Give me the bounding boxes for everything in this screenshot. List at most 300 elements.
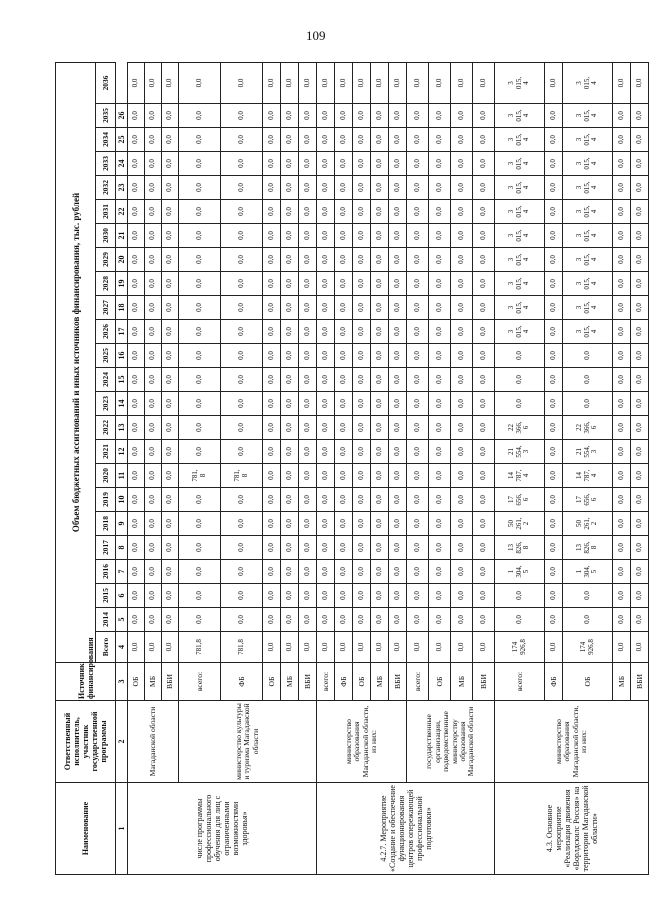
- year-amount-cell: 0,0: [613, 320, 631, 344]
- year-amount-cell: 0,0: [128, 104, 145, 128]
- year-amount-cell: 0,0: [179, 152, 221, 176]
- year-amount-cell: 0,0: [221, 200, 263, 224]
- total-amount-cell: 0,0: [162, 632, 179, 663]
- year-amount-cell: 0,0: [371, 440, 389, 464]
- year-amount-cell: 0,0: [353, 392, 371, 416]
- year-amount-cell: 0,0: [353, 63, 371, 104]
- year-amount-cell: 0,0: [389, 416, 407, 440]
- year-amount-cell: 0,0: [451, 416, 473, 440]
- year-amount-cell: 0,0: [317, 392, 335, 416]
- year-amount-cell: 0,0: [299, 104, 317, 128]
- year-amount-cell: 0,0: [299, 608, 317, 632]
- year-amount-cell: 0,0: [317, 368, 335, 392]
- year-amount-cell: 14 787, 4: [495, 464, 545, 488]
- year-amount-cell: 0,0: [389, 320, 407, 344]
- year-amount-cell: 3 015, 4: [495, 104, 545, 128]
- total-amount-cell: 0,0: [263, 632, 281, 663]
- year-amount-cell: 0,0: [407, 560, 429, 584]
- year-amount-cell: 0,0: [545, 200, 563, 224]
- total-amount-cell: 174 926,8: [563, 632, 613, 663]
- year-amount-cell: 0,0: [389, 392, 407, 416]
- year-amount-cell: 0,0: [281, 584, 299, 608]
- year-amount-cell: 0,0: [371, 536, 389, 560]
- year-amount-cell: 0,0: [473, 392, 495, 416]
- year-amount-cell: 0,0: [128, 392, 145, 416]
- year-amount-cell: 0,0: [281, 63, 299, 104]
- total-amount-cell: 0,0: [545, 632, 563, 663]
- year-amount-cell: 0,0: [179, 248, 221, 272]
- year-amount-cell: 0,0: [299, 536, 317, 560]
- year-amount-cell: 0,0: [631, 416, 649, 440]
- year-amount-cell: 0,0: [371, 152, 389, 176]
- year-amount-cell: 0,0: [353, 488, 371, 512]
- year-amount-cell: 0,0: [179, 272, 221, 296]
- year-amount-cell: 0,0: [145, 63, 162, 104]
- year-amount-cell: 0,0: [451, 200, 473, 224]
- year-amount-cell: 0,0: [545, 440, 563, 464]
- funding-source: всего:: [317, 663, 335, 701]
- year-amount-cell: 0,0: [473, 368, 495, 392]
- year-amount-cell: 0,0: [335, 104, 353, 128]
- year-amount-cell: 0,0: [145, 560, 162, 584]
- column-index-cell: 5: [116, 608, 128, 632]
- year-amount-cell: 0,0: [221, 392, 263, 416]
- year-amount-cell: 0,0: [145, 584, 162, 608]
- year-amount-cell: 0,0: [451, 224, 473, 248]
- year-amount-cell: 22 366, 6: [495, 416, 545, 440]
- year-amount-cell: 0,0: [545, 488, 563, 512]
- total-amount-cell: 0,0: [317, 632, 335, 663]
- year-amount-cell: 0,0: [221, 584, 263, 608]
- year-amount-cell: 0,0: [407, 63, 429, 104]
- year-amount-cell: 0,0: [631, 512, 649, 536]
- year-amount-cell: 0,0: [451, 536, 473, 560]
- year-amount-cell: 0,0: [263, 176, 281, 200]
- year-amount-cell: 0,0: [371, 464, 389, 488]
- year-amount-cell: 0,0: [429, 344, 451, 368]
- year-amount-cell: 0,0: [317, 608, 335, 632]
- funding-source: ФБ: [545, 663, 563, 701]
- year-amount-cell: 0,0: [145, 464, 162, 488]
- year-amount-cell: 0,0: [317, 272, 335, 296]
- year-amount-cell: 0,0: [545, 464, 563, 488]
- year-amount-cell: 0,0: [162, 608, 179, 632]
- year-amount-cell: 0,0: [407, 128, 429, 152]
- year-amount-cell: 781, 8: [221, 464, 263, 488]
- year-amount-cell: 0,0: [263, 536, 281, 560]
- year-amount-cell: 0,0: [179, 296, 221, 320]
- year-amount-cell: 0,0: [221, 608, 263, 632]
- year-amount-cell: 0,0: [407, 296, 429, 320]
- year-amount-cell: 0,0: [473, 248, 495, 272]
- year-amount-cell: 0,0: [389, 296, 407, 320]
- year-amount-cell: 0,0: [613, 296, 631, 320]
- year-amount-cell: 0,0: [179, 63, 221, 104]
- year-amount-cell: 0,0: [145, 488, 162, 512]
- total-amount-cell: 0,0: [281, 632, 299, 663]
- year-amount-cell: 0,0: [613, 200, 631, 224]
- year-amount-cell: 3 015, 4: [495, 272, 545, 296]
- year-amount-cell: 0,0: [407, 440, 429, 464]
- year-amount-cell: 0,0: [473, 272, 495, 296]
- year-amount-cell: 0,0: [221, 416, 263, 440]
- year-amount-cell: 0,0: [299, 152, 317, 176]
- column-index-cell: 13: [116, 416, 128, 440]
- year-amount-cell: 0,0: [317, 63, 335, 104]
- year-amount-cell: 0,0: [451, 128, 473, 152]
- year-amount-cell: 0,0: [389, 63, 407, 104]
- year-amount-cell: 0,0: [299, 63, 317, 104]
- header-year: 2031: [96, 200, 116, 224]
- year-amount-cell: 0,0: [221, 320, 263, 344]
- year-amount-cell: 0,0: [335, 344, 353, 368]
- table-row: [495, 63, 545, 875]
- rotated-table-wrapper: [55, 62, 644, 875]
- year-amount-cell: 0,0: [281, 128, 299, 152]
- year-amount-cell: 0,0: [179, 392, 221, 416]
- year-amount-cell: 0,0: [263, 248, 281, 272]
- year-amount-cell: 0,0: [389, 464, 407, 488]
- year-amount-cell: 0,0: [451, 248, 473, 272]
- year-amount-cell: 0,0: [429, 224, 451, 248]
- year-amount-cell: 0,0: [429, 608, 451, 632]
- header-year: 2016: [96, 560, 116, 584]
- year-amount-cell: 0,0: [631, 224, 649, 248]
- year-amount-cell: 0,0: [389, 104, 407, 128]
- year-amount-cell: 0,0: [451, 368, 473, 392]
- year-amount-cell: 0,0: [545, 63, 563, 104]
- year-amount-cell: 0,0: [473, 200, 495, 224]
- year-amount-cell: 0,0: [563, 584, 613, 608]
- year-amount-cell: 0,0: [451, 440, 473, 464]
- year-amount-cell: 0,0: [317, 320, 335, 344]
- year-amount-cell: 0,0: [335, 608, 353, 632]
- year-amount-cell: 0,0: [631, 248, 649, 272]
- year-amount-cell: 0,0: [335, 416, 353, 440]
- year-amount-cell: 0,0: [389, 344, 407, 368]
- year-amount-cell: 3 015, 4: [495, 63, 545, 104]
- column-index-cell: 9: [116, 512, 128, 536]
- year-amount-cell: 0,0: [429, 392, 451, 416]
- year-amount-cell: 0,0: [473, 128, 495, 152]
- year-amount-cell: 0,0: [473, 320, 495, 344]
- year-amount-cell: 0,0: [128, 320, 145, 344]
- year-amount-cell: 0,0: [451, 488, 473, 512]
- year-amount-cell: 0,0: [162, 488, 179, 512]
- year-amount-cell: 0,0: [145, 416, 162, 440]
- year-amount-cell: 0,0: [317, 464, 335, 488]
- year-amount-cell: 0,0: [451, 560, 473, 584]
- year-amount-cell: 0,0: [263, 392, 281, 416]
- year-amount-cell: 0,0: [545, 296, 563, 320]
- year-amount-cell: 0,0: [407, 272, 429, 296]
- year-amount-cell: 0,0: [545, 584, 563, 608]
- year-amount-cell: 0,0: [221, 104, 263, 128]
- year-amount-cell: 0,0: [317, 344, 335, 368]
- year-amount-cell: 0,0: [145, 152, 162, 176]
- funding-source: всего:: [179, 663, 221, 701]
- year-amount-cell: 0,0: [299, 200, 317, 224]
- year-amount-cell: 0,0: [317, 512, 335, 536]
- year-amount-cell: 13 826, 8: [563, 536, 613, 560]
- year-amount-cell: 0,0: [317, 488, 335, 512]
- year-amount-cell: 0,0: [429, 320, 451, 344]
- year-amount-cell: 0,0: [613, 176, 631, 200]
- year-amount-cell: 0,0: [162, 296, 179, 320]
- header-total: Всего: [96, 632, 116, 663]
- responsible-executor: министерство образования Магаданской области, из них:: [495, 701, 649, 783]
- year-amount-cell: 0,0: [613, 416, 631, 440]
- year-amount-cell: 0,0: [299, 344, 317, 368]
- year-amount-cell: 0,0: [299, 488, 317, 512]
- total-amount-cell: 781,8: [221, 632, 263, 663]
- year-amount-cell: 0,0: [335, 512, 353, 536]
- row-name: 4.3. Основное мероприятие «Реализация движения «Ворлдскилс Россия» на территории Магаданской области»: [495, 783, 649, 875]
- year-amount-cell: 0,0: [631, 368, 649, 392]
- year-amount-cell: 3 015, 4: [495, 152, 545, 176]
- year-amount-cell: 3 015, 4: [495, 248, 545, 272]
- year-amount-cell: 0,0: [317, 152, 335, 176]
- year-amount-cell: 0,0: [429, 152, 451, 176]
- year-amount-cell: 0,0: [128, 344, 145, 368]
- year-amount-cell: 0,0: [128, 63, 145, 104]
- year-amount-cell: 0,0: [128, 368, 145, 392]
- year-amount-cell: 0,0: [317, 536, 335, 560]
- year-amount-cell: 0,0: [145, 536, 162, 560]
- year-amount-cell: 0,0: [371, 368, 389, 392]
- year-amount-cell: 3 015, 4: [495, 296, 545, 320]
- header-year: 2014: [96, 608, 116, 632]
- year-amount-cell: 0,0: [335, 560, 353, 584]
- year-amount-cell: 0,0: [221, 224, 263, 248]
- year-amount-cell: 0,0: [407, 224, 429, 248]
- year-amount-cell: 0,0: [335, 440, 353, 464]
- column-index-cell: 24: [116, 152, 128, 176]
- total-amount-cell: 0,0: [451, 632, 473, 663]
- table-row: [407, 63, 429, 875]
- year-amount-cell: 0,0: [371, 176, 389, 200]
- year-amount-cell: 0,0: [162, 152, 179, 176]
- year-amount-cell: 0,0: [613, 560, 631, 584]
- year-amount-cell: 0,0: [545, 272, 563, 296]
- year-amount-cell: 0,0: [389, 128, 407, 152]
- year-amount-cell: 0,0: [473, 152, 495, 176]
- year-amount-cell: 0,0: [145, 200, 162, 224]
- funding-source: ВБИ: [299, 663, 317, 701]
- year-amount-cell: 0,0: [407, 416, 429, 440]
- table-row: [179, 63, 221, 875]
- year-amount-cell: 0,0: [389, 560, 407, 584]
- row-name: 4.2.7. Мероприятие «Создание и обеспечение функционирования центров опережающей профессиональной подготовки»: [317, 783, 495, 875]
- year-amount-cell: 0,0: [221, 488, 263, 512]
- year-amount-cell: 0,0: [407, 512, 429, 536]
- year-amount-cell: 0,0: [281, 536, 299, 560]
- year-amount-cell: 0,0: [162, 512, 179, 536]
- year-amount-cell: 3 015, 4: [495, 320, 545, 344]
- year-amount-cell: 0,0: [473, 104, 495, 128]
- year-amount-cell: 0,0: [145, 224, 162, 248]
- year-amount-cell: 0,0: [263, 464, 281, 488]
- year-amount-cell: 0,0: [335, 368, 353, 392]
- year-amount-cell: 0,0: [545, 224, 563, 248]
- year-amount-cell: 0,0: [299, 392, 317, 416]
- year-amount-cell: 0,0: [631, 440, 649, 464]
- column-index-cell: 14: [116, 392, 128, 416]
- year-amount-cell: 0,0: [451, 608, 473, 632]
- year-amount-cell: 0,0: [631, 176, 649, 200]
- year-amount-cell: 0,0: [162, 584, 179, 608]
- year-amount-cell: 0,0: [281, 176, 299, 200]
- year-amount-cell: 0,0: [335, 128, 353, 152]
- year-amount-cell: 0,0: [335, 224, 353, 248]
- year-amount-cell: 0,0: [613, 63, 631, 104]
- year-amount-cell: 0,0: [473, 464, 495, 488]
- year-amount-cell: 0,0: [299, 440, 317, 464]
- year-amount-cell: 0,0: [545, 368, 563, 392]
- year-amount-cell: 0,0: [299, 248, 317, 272]
- year-amount-cell: 0,0: [353, 512, 371, 536]
- year-amount-cell: 0,0: [335, 176, 353, 200]
- year-amount-cell: 0,0: [545, 536, 563, 560]
- year-amount-cell: 0,0: [317, 224, 335, 248]
- header-year: 2018: [96, 512, 116, 536]
- year-amount-cell: 0,0: [128, 488, 145, 512]
- year-amount-cell: 0,0: [631, 464, 649, 488]
- header-year: 2017: [96, 536, 116, 560]
- year-amount-cell: 0,0: [353, 104, 371, 128]
- header-source: Источник финансирования: [56, 663, 116, 701]
- year-amount-cell: 0,0: [281, 440, 299, 464]
- year-amount-cell: 0,0: [317, 176, 335, 200]
- year-amount-cell: 0,0: [281, 344, 299, 368]
- header-year: 2020: [96, 464, 116, 488]
- year-amount-cell: 0,0: [263, 104, 281, 128]
- year-amount-cell: 0,0: [545, 344, 563, 368]
- year-amount-cell: 0,0: [407, 200, 429, 224]
- year-amount-cell: 0,0: [407, 176, 429, 200]
- year-amount-cell: 0,0: [563, 368, 613, 392]
- year-amount-cell: 0,0: [145, 392, 162, 416]
- year-amount-cell: 0,0: [317, 440, 335, 464]
- year-amount-cell: 0,0: [128, 296, 145, 320]
- year-amount-cell: 0,0: [371, 248, 389, 272]
- year-amount-cell: 0,0: [389, 440, 407, 464]
- year-amount-cell: 0,0: [263, 560, 281, 584]
- total-amount-cell: 0,0: [371, 632, 389, 663]
- year-amount-cell: 0,0: [335, 272, 353, 296]
- year-amount-cell: 0,0: [263, 200, 281, 224]
- column-index-cell: 18: [116, 296, 128, 320]
- year-amount-cell: 0,0: [162, 536, 179, 560]
- year-amount-cell: 0,0: [317, 560, 335, 584]
- row-name: числе программы профессионального обучения для лиц с ограниченными возможностями здоровья»: [128, 783, 317, 875]
- year-amount-cell: 0,0: [179, 440, 221, 464]
- year-amount-cell: 0,0: [429, 584, 451, 608]
- year-amount-cell: 0,0: [335, 320, 353, 344]
- year-amount-cell: 0,0: [613, 368, 631, 392]
- year-amount-cell: 0,0: [389, 584, 407, 608]
- year-amount-cell: 0,0: [263, 128, 281, 152]
- funding-source: ВБИ: [162, 663, 179, 701]
- year-amount-cell: 0,0: [221, 560, 263, 584]
- year-amount-cell: 0,0: [162, 200, 179, 224]
- year-amount-cell: 0,0: [145, 608, 162, 632]
- year-amount-cell: 0,0: [495, 344, 545, 368]
- year-amount-cell: 0,0: [179, 344, 221, 368]
- responsible-executor: государственные организации, подведомственные министерству образования Магаданской области: [407, 701, 495, 783]
- year-amount-cell: 0,0: [371, 584, 389, 608]
- year-amount-cell: 0,0: [353, 272, 371, 296]
- funding-source: ОБ: [429, 663, 451, 701]
- year-amount-cell: 0,0: [263, 63, 281, 104]
- year-amount-cell: 0,0: [545, 248, 563, 272]
- year-amount-cell: 0,0: [429, 128, 451, 152]
- year-amount-cell: 0,0: [353, 416, 371, 440]
- total-amount-cell: 0,0: [473, 632, 495, 663]
- year-amount-cell: 0,0: [353, 536, 371, 560]
- year-amount-cell: 0,0: [545, 512, 563, 536]
- total-amount-cell: 0,0: [631, 632, 649, 663]
- year-amount-cell: 0,0: [353, 152, 371, 176]
- year-amount-cell: 0,0: [179, 224, 221, 248]
- year-amount-cell: 0,0: [335, 63, 353, 104]
- header-year: 2015: [96, 584, 116, 608]
- year-amount-cell: 0,0: [263, 344, 281, 368]
- year-amount-cell: 0,0: [145, 440, 162, 464]
- year-amount-cell: 0,0: [281, 224, 299, 248]
- year-amount-cell: 0,0: [162, 104, 179, 128]
- year-amount-cell: 0,0: [631, 104, 649, 128]
- year-amount-cell: 0,0: [353, 128, 371, 152]
- year-amount-cell: 0,0: [631, 536, 649, 560]
- year-amount-cell: 0,0: [613, 608, 631, 632]
- year-amount-cell: 0,0: [221, 248, 263, 272]
- year-amount-cell: 0,0: [371, 320, 389, 344]
- year-amount-cell: 0,0: [221, 128, 263, 152]
- year-amount-cell: 0,0: [389, 512, 407, 536]
- funding-source: МБ: [145, 663, 162, 701]
- funding-source: всего:: [407, 663, 429, 701]
- year-amount-cell: 0,0: [353, 200, 371, 224]
- year-amount-cell: 0,0: [631, 488, 649, 512]
- column-index-cell: 12: [116, 440, 128, 464]
- year-amount-cell: 0,0: [353, 224, 371, 248]
- year-amount-cell: 0,0: [631, 608, 649, 632]
- header-year: 2023: [96, 392, 116, 416]
- year-amount-cell: 0,0: [451, 584, 473, 608]
- year-amount-cell: 0,0: [317, 416, 335, 440]
- year-amount-cell: 0,0: [631, 128, 649, 152]
- year-amount-cell: 0,0: [371, 512, 389, 536]
- year-amount-cell: 0,0: [299, 584, 317, 608]
- year-amount-cell: 0,0: [335, 152, 353, 176]
- year-amount-cell: 14 787, 4: [563, 464, 613, 488]
- year-amount-cell: 0,0: [317, 584, 335, 608]
- year-amount-cell: 0,0: [299, 512, 317, 536]
- column-index-cell: 4: [116, 632, 128, 663]
- year-amount-cell: 0,0: [299, 368, 317, 392]
- funding-source: ОБ: [128, 663, 145, 701]
- year-amount-cell: 0,0: [473, 536, 495, 560]
- year-amount-cell: 0,0: [353, 368, 371, 392]
- year-amount-cell: 0,0: [545, 392, 563, 416]
- funding-source: ФБ: [221, 663, 263, 701]
- year-amount-cell: 0,0: [179, 368, 221, 392]
- year-amount-cell: 0,0: [563, 392, 613, 416]
- year-amount-cell: 0,0: [128, 248, 145, 272]
- year-amount-cell: 0,0: [353, 608, 371, 632]
- table-row: [317, 63, 335, 875]
